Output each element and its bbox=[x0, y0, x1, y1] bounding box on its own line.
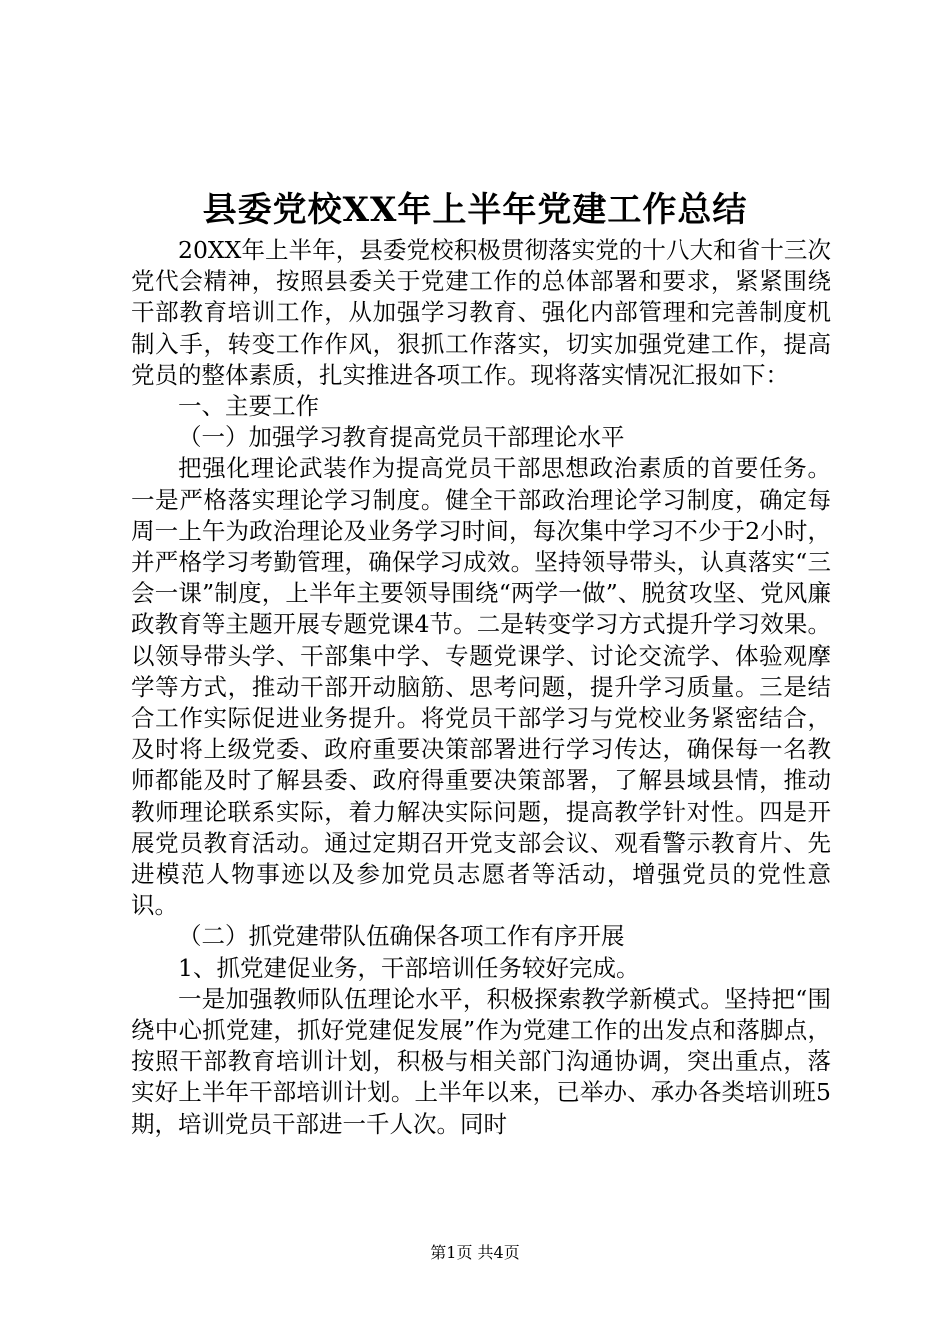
section-heading: 一、主要工作 bbox=[178, 392, 319, 421]
body-paragraph: 把强化理论武装作为提高党员干部思想政治素质的首要任务。一是严格落实理论学习制度。健全干部政治理论学习制度，确定每周一上午为政治理论及业务学习时间，每次集中学习不少于2小时，并严格学习考勤管理，确保学习成效。坚持领导带头，认真落实“三会一课”制度，上半年主要领导围绕“两学一做”、脱贫攻坚、党风廉政教育等主题开展专题党课4节。二是转变学习方式提升学习效果。以领导带头学、干部集中学、专题党课学、讨论交流学、体验观摩学等方式，推动干部开动脑筋、思考问题，提升学习质量。三是结合工作实际促进业务提升。将党员干部学习与党校业务紧密结合，及时将上级党委、政府重要决策部署进行学习传达，确保每一名教师都能及时了解县委、政府得重要决策部署，了解县域县情，推动教师理论联系实际，着力解决实际问题，提高教学针对性。四是开展党员教育活动。通过定期召开党支部会议、观看警示教育片、先进模范人物事迹以及参加党员志愿者等活动，增强党员的党性意识。 bbox=[131, 454, 831, 920]
subsection-heading: （二）抓党建带队伍确保各项工作有序开展 bbox=[178, 922, 625, 951]
document-title: 县委党校XX年上半年党建工作总结 bbox=[202, 190, 748, 230]
document-body bbox=[131, 235, 831, 1140]
subsection-heading: （一）加强学习教育提高党员干部理论水平 bbox=[178, 423, 625, 452]
item-heading: 1、抓党建促业务，干部培训任务较好完成。 bbox=[178, 953, 640, 982]
intro-paragraph: 20XX年上半年，县委党校积极贯彻落实党的十八大和省十三次党代会精神，按照县委关于党建工作的总体部署和要求，紧紧围绕干部教育培训工作，从加强学习教育、强化内部管理和完善制度机制入手，转变工作作风，狠抓工作落实，切实加强党建工作，提高党员的整体素质，扎实推进各项工作。现将落实情况汇报如下： bbox=[131, 236, 831, 389]
page-footer: 第1页 共4页 bbox=[430, 1243, 520, 1262]
body-paragraph: 一是加强教师队伍理论水平，积极探索教学新模式。坚持把“围绕中心抓党建，抓好党建促发展”作为党建工作的出发点和落脚点，按照干部教育培训计划，积极与相关部门沟通协调，突出重点，落实好上半年干部培训计划。上半年以来，已举办、承办各类培训班5期，培训党员干部进一千人次。同时 bbox=[131, 984, 831, 1138]
